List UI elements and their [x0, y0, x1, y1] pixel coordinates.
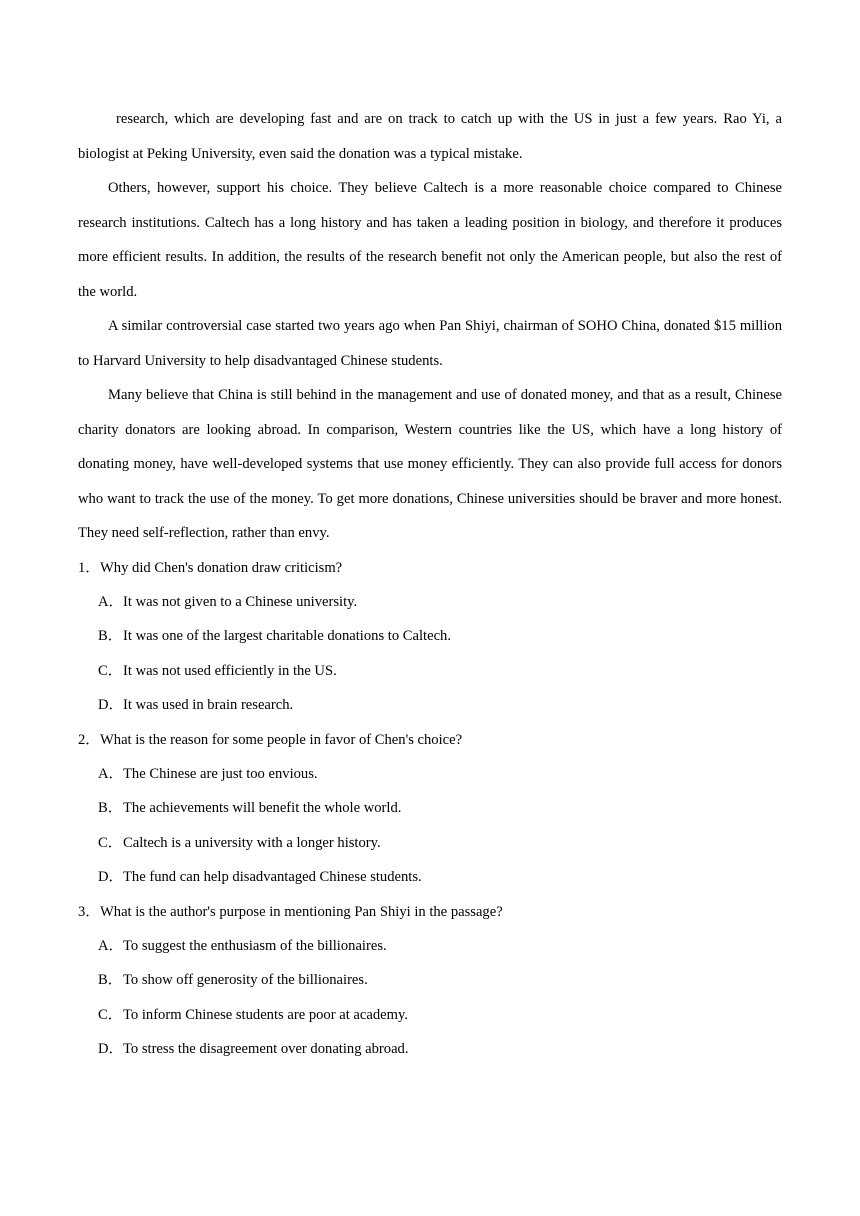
option-letter: D．: [98, 869, 124, 886]
questions: [78, 551, 782, 1067]
option-1d: [78, 688, 782, 722]
option-letter: C．: [98, 1006, 123, 1023]
option-letter: B．: [98, 800, 123, 817]
passage: [78, 102, 782, 551]
option-letter: A．: [98, 765, 124, 782]
passage-paragraph: research, which are developing fast and are on track to catch up with the US in just a few years. Rao Yi, a biologist at Peking University, even said the donation was a typical mistake.: [78, 111, 782, 162]
option-text: It was one of the largest charitable donations to Caltech.: [123, 628, 451, 645]
option-letter: B．: [98, 972, 123, 989]
option-text: The achievements will benefit the whole world.: [123, 800, 402, 817]
option-text: To inform Chinese students are poor at academy.: [123, 1006, 408, 1023]
option-1c: [78, 654, 782, 688]
option-text: To stress the disagreement over donating abroad.: [123, 1041, 409, 1058]
option-letter: D．: [98, 697, 124, 714]
option-text: It was not used efficiently in the US.: [123, 662, 337, 679]
option-text: It was used in brain research.: [123, 697, 294, 714]
option-letter: C．: [98, 662, 123, 679]
question-text: Why did Chen's donation draw criticism?: [100, 559, 343, 576]
option-text: To suggest the enthusiasm of the billionaires.: [123, 937, 387, 954]
option-text: Caltech is a university with a longer history.: [123, 834, 381, 851]
option-text: It was not given to a Chinese university.: [123, 593, 358, 610]
question-number: 3．: [78, 903, 100, 920]
option-letter: A．: [98, 937, 124, 954]
option-1b: [78, 619, 782, 653]
option-3d: [78, 1032, 782, 1066]
passage-paragraph: Others, however, support his choice. They believe Caltech is a more reasonable choice compared to Chinese research institutions. Caltech has a long history and has taken a leading position in biology, and therefore it produces more efficient results. In addition, the results of the research benefit not only the American people, but also the rest of the world.: [78, 180, 782, 300]
question-3: [78, 895, 782, 929]
option-letter: D．: [98, 1041, 124, 1058]
option-2a: [78, 757, 782, 791]
option-text: The fund can help disadvantaged Chinese students.: [123, 869, 422, 886]
option-2b: [78, 791, 782, 825]
option-text: To show off generosity of the billionaires.: [123, 972, 368, 989]
option-letter: A．: [98, 593, 124, 610]
question-2: [78, 723, 782, 757]
option-letter: C．: [98, 834, 123, 851]
option-2d: [78, 860, 782, 894]
option-3a: [78, 929, 782, 963]
option-letter: B．: [98, 628, 123, 645]
question-text: What is the author's purpose in mentioning Pan Shiyi in the passage?: [100, 903, 503, 920]
question-number: 2．: [78, 731, 100, 748]
question-text: What is the reason for some people in favor of Chen's choice?: [100, 731, 463, 748]
option-text: The Chinese are just too envious.: [123, 765, 318, 782]
passage-paragraph: A similar controversial case started two years ago when Pan Shiyi, chairman of SOHO China, donated $15 million to Harvard University to help disadvantaged Chinese students.: [78, 318, 782, 369]
option-3b: [78, 963, 782, 997]
question-1: [78, 551, 782, 585]
question-number: 1．: [78, 559, 100, 576]
option-2c: [78, 826, 782, 860]
option-3c: [78, 998, 782, 1032]
passage-paragraph: Many believe that China is still behind in the management and use of donated money, and that as a result, Chinese charity donators are looking abroad. In comparison, Western countries like the US, which have a long history of donating money, have well-developed systems that use money efficiently. They can also provide full access for donors who want to track the use of the money. To get more donations, Chinese universities should be braver and more honest. They need self-reflection, rather than envy.: [78, 387, 782, 541]
option-1a: [78, 585, 782, 619]
